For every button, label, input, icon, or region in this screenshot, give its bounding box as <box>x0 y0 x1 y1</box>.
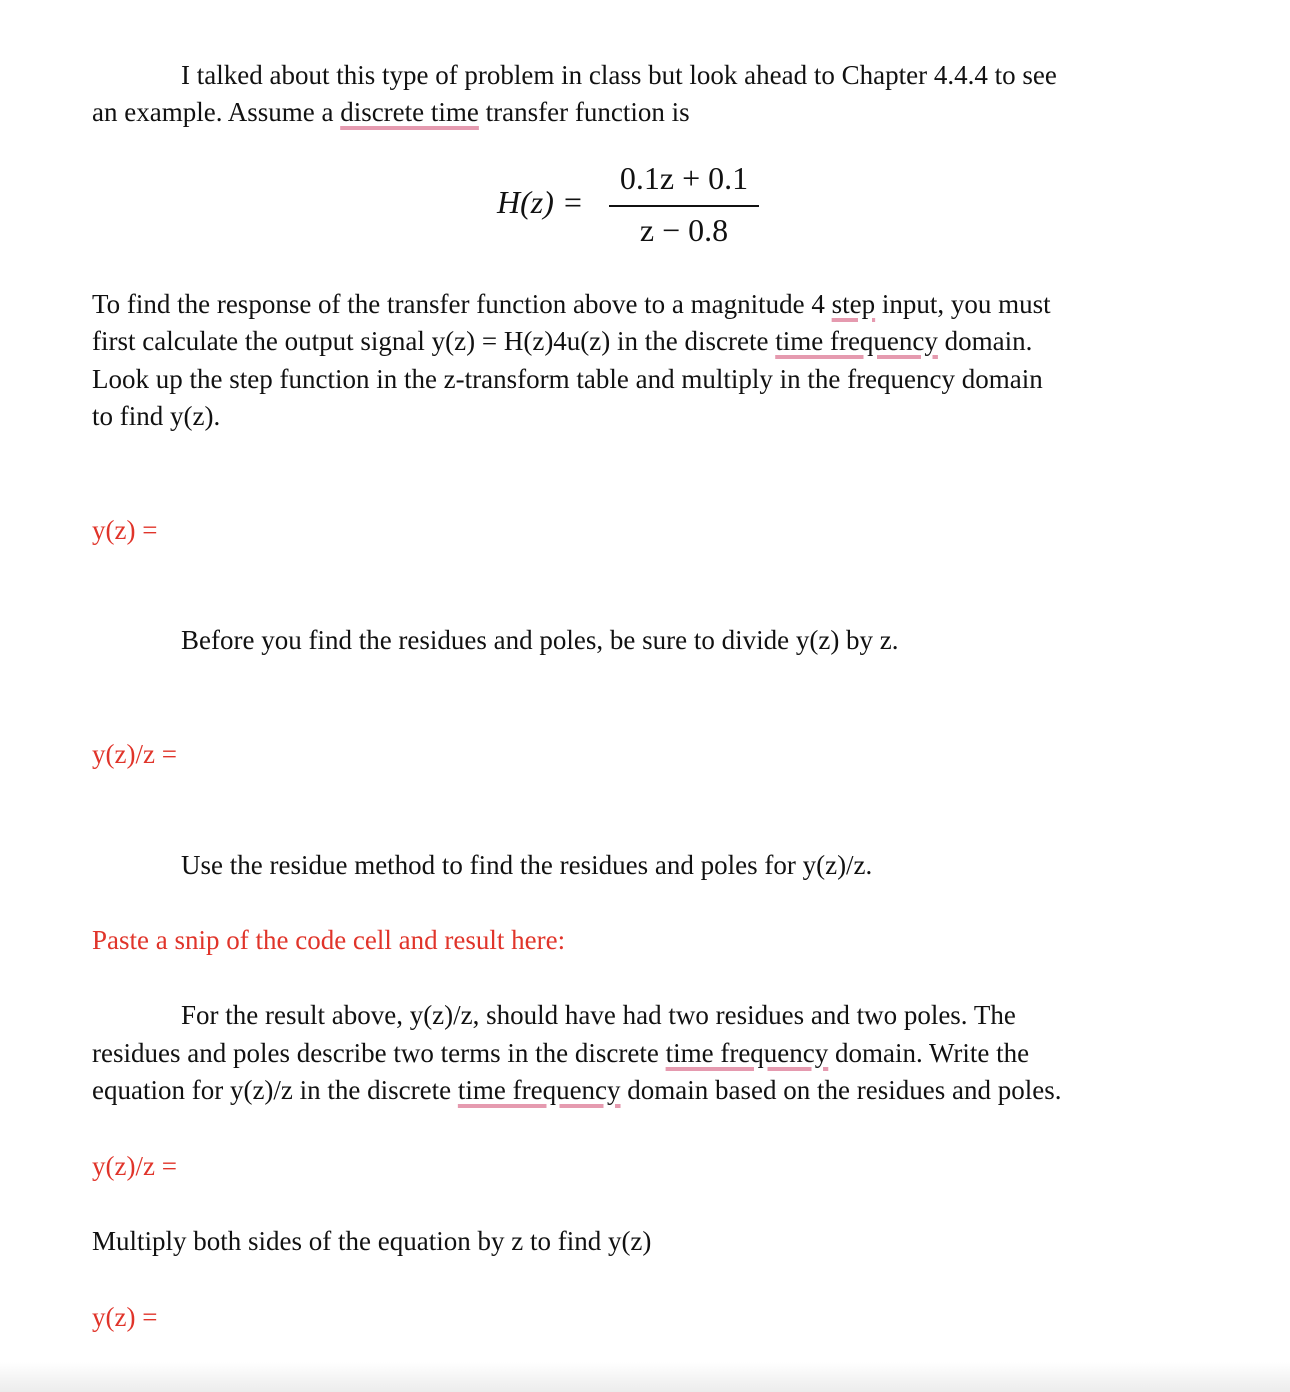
para2-line-1: For the result above, y(z)/z, should have had two residues and two poles. The <box>181 1000 1016 1030</box>
spellcheck-underlined-phrase[interactable]: time frequency <box>665 1038 829 1068</box>
para1-line-1: To find the response of the transfer function above to a magnitude 4 step input, you must <box>92 289 1051 319</box>
intro-line-1: I talked about this type of problem in class but look ahead to Chapter 4.4.4 to see <box>181 60 1057 90</box>
answer-field-final-y-of-z[interactable]: y(z) = <box>92 1302 158 1332</box>
spellcheck-underlined-phrase[interactable]: time frequency <box>775 326 938 356</box>
equation-denominator: z − 0.8 <box>639 212 729 248</box>
page-bottom-shadow <box>0 1362 1290 1392</box>
para1-line-3: Look up the step function in the z-transform table and multiply in the frequency domain <box>92 364 1043 394</box>
paste-snip-prompt[interactable]: Paste a snip of the code cell and result here: <box>92 925 566 955</box>
answer-field-y-over-z[interactable]: y(z)/z = <box>92 739 177 769</box>
answer-field-y-of-z[interactable]: y(z) = <box>92 515 158 545</box>
spellcheck-underlined-phrase[interactable]: time frequency <box>457 1075 621 1105</box>
answer-field-y-over-z-terms[interactable]: y(z)/z = <box>92 1151 177 1181</box>
para2-line-2: residues and poles describe two terms in the discrete time frequency domain. Write the <box>92 1038 1030 1068</box>
para1-line-4: to find y(z). <box>92 401 221 431</box>
fraction-bar <box>609 205 759 207</box>
spellcheck-underlined-phrase[interactable]: discrete time <box>340 97 479 127</box>
equation-lhs: H(z) = <box>497 184 584 220</box>
equation-numerator: 0.1z + 0.1 <box>619 160 749 196</box>
instruction-divide-by-z: Before you find the residues and poles, be sure to divide y(z) by z. <box>181 625 899 655</box>
intro-line-2: an example. Assume a discrete time transfer function is <box>92 97 690 127</box>
spellcheck-underlined-word[interactable]: step <box>831 289 876 319</box>
instruction-multiply-by-z: Multiply both sides of the equation by z to find y(z) <box>92 1226 652 1256</box>
instruction-residue-method: Use the residue method to find the residues and poles for y(z)/z. <box>181 850 873 880</box>
para2-line-3: equation for y(z)/z in the discrete time frequency domain based on the residues and poles. <box>92 1075 1062 1105</box>
para1-line-2: first calculate the output signal y(z) = H(z)4u(z) in the discrete time frequency domain. <box>92 326 1033 356</box>
